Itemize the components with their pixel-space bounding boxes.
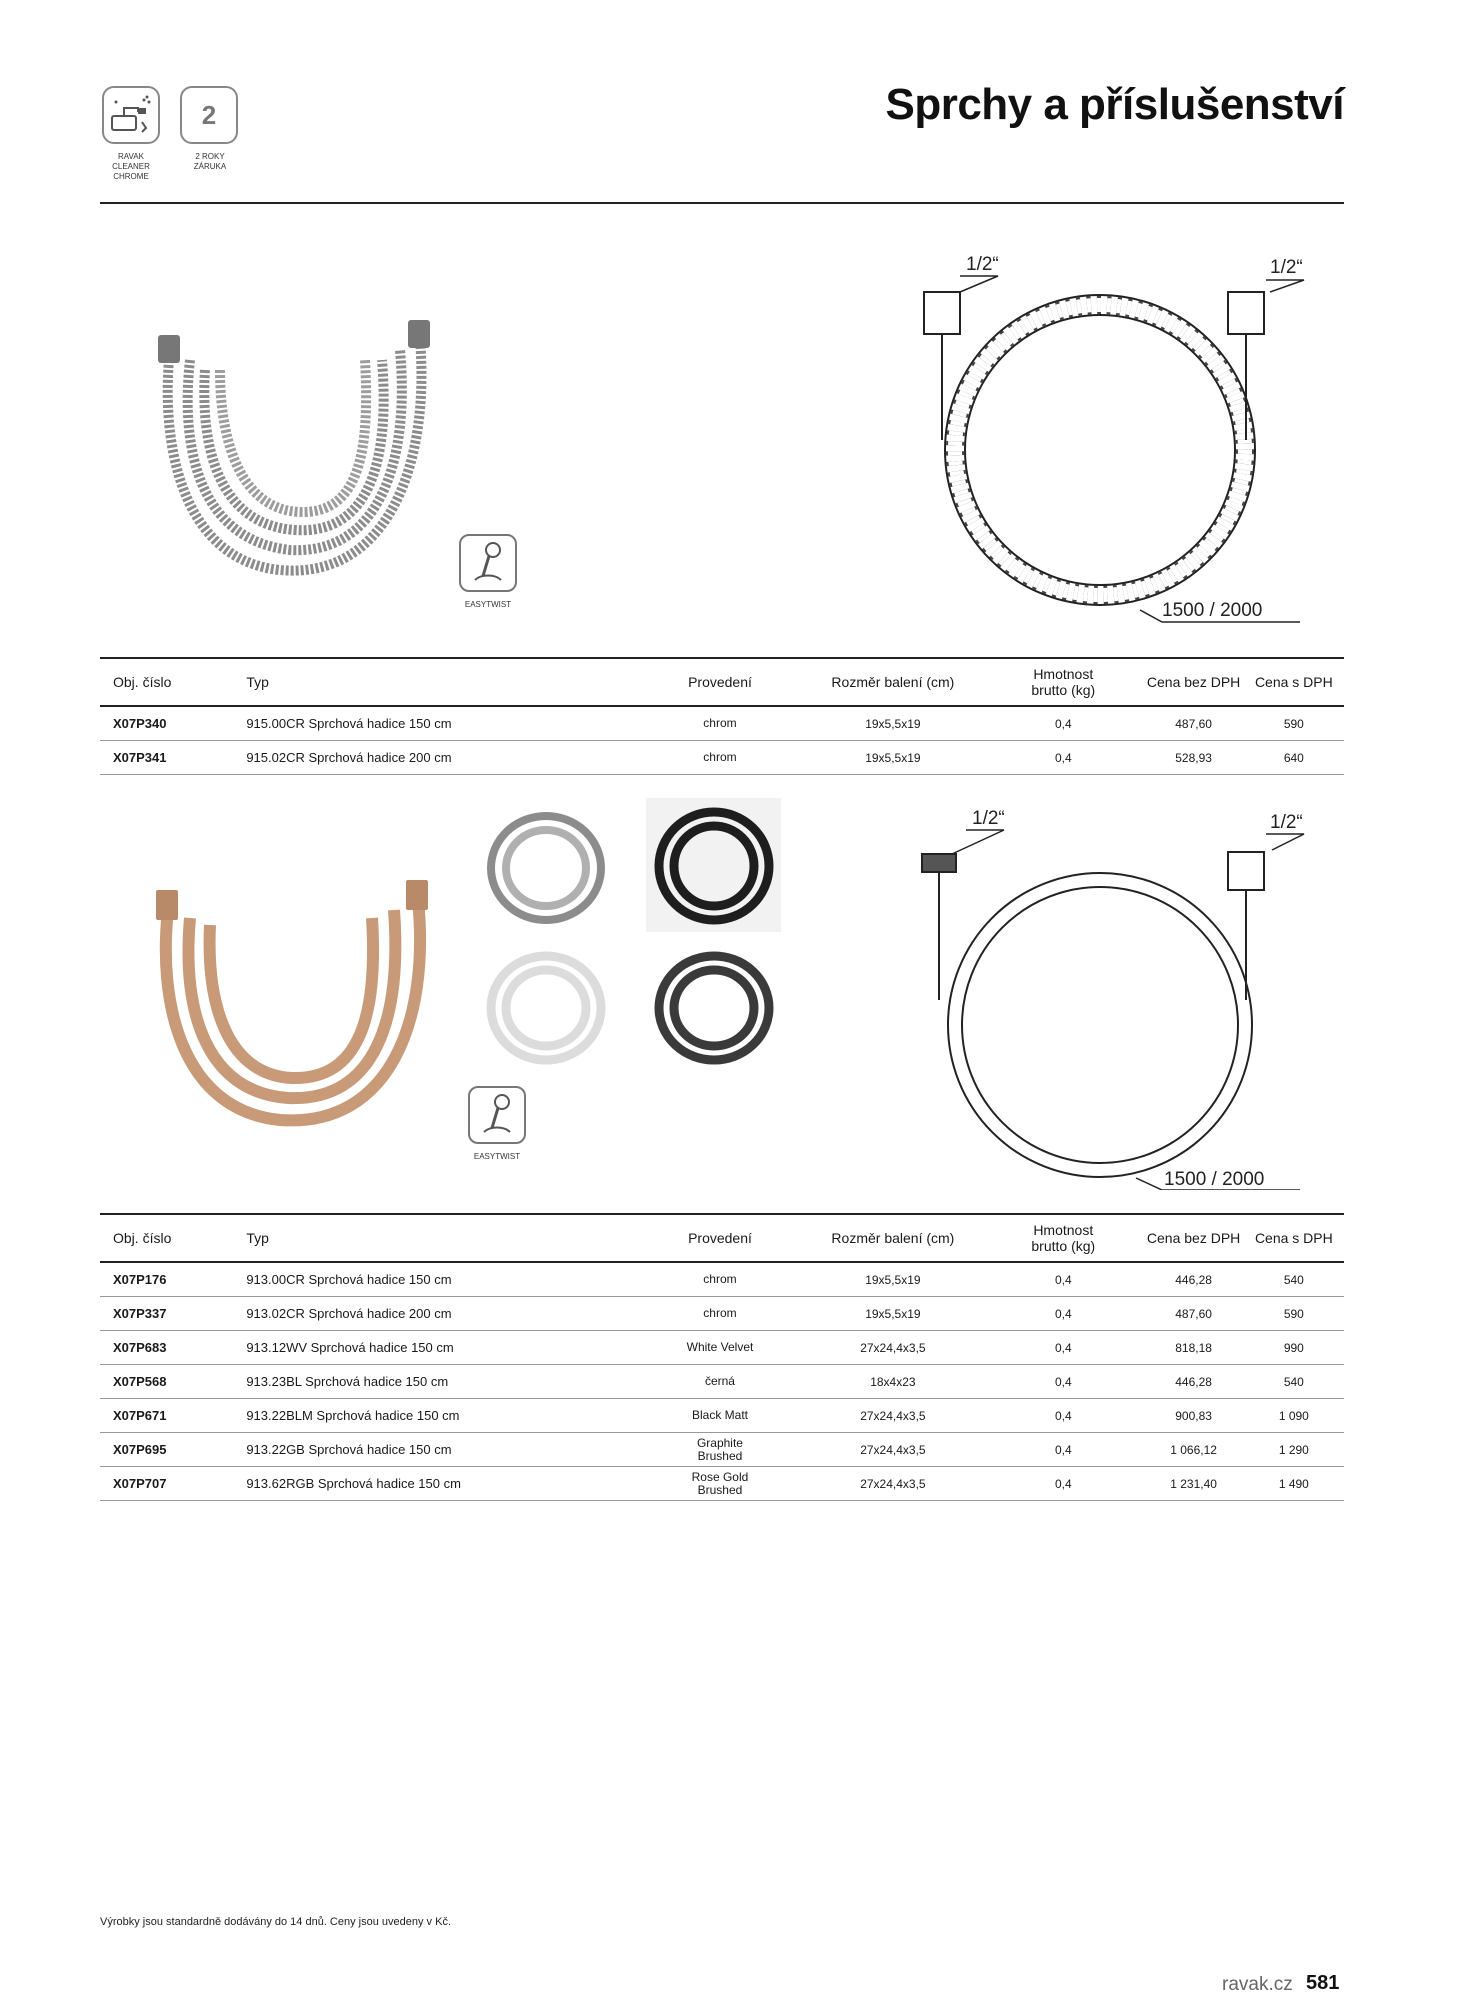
col-header-provedeni: Provedení	[637, 658, 802, 706]
col-header-hmotnost: Hmotnost brutto (kg)	[983, 1214, 1143, 1262]
col-header-hmotnost: Hmotnost brutto (kg)	[983, 658, 1143, 706]
cleaner-badge-caption: RAVAK CLEANER CHROME	[112, 152, 150, 181]
warranty-badge	[180, 86, 238, 144]
connector-right-label: 1/2“	[1270, 812, 1303, 833]
page-title: Sprchy a příslušenství	[885, 80, 1344, 129]
col-header-code: Obj. číslo	[100, 1214, 233, 1262]
col-header-rozmer: Rozměr balení (cm)	[803, 658, 983, 706]
ravak-cleaner-badge	[102, 86, 160, 144]
rose-gold-hose-photo	[150, 870, 440, 1140]
col-header-typ: Typ	[233, 1214, 637, 1262]
warranty-number: 2	[201, 100, 217, 130]
table-row: X07P671 913.22BLM Sprchová hadice 150 cm Black Matt 27x24,4x3,5 0,4 900,83 1 090	[100, 1399, 1344, 1433]
cleaner-spray-icon	[104, 88, 158, 142]
col-header-cena-s-dph: Cena s DPH	[1244, 1214, 1344, 1262]
footer-site-link[interactable]: ravak.cz	[1222, 1974, 1293, 1995]
col-header-cena-bez-dph: Cena bez DPH	[1143, 658, 1243, 706]
table-row: X07P568 913.23BL Sprchová hadice 150 cm černá 18x4x23 0,4 446,28 540	[100, 1365, 1344, 1399]
header-rule	[100, 202, 1344, 204]
table-header-row	[100, 1214, 1344, 1262]
chrome-hose-photo	[150, 300, 450, 590]
table-row: X07P337 913.02CR Sprchová hadice 200 cm chrom 19x5,5x19 0,4 487,60 590	[100, 1297, 1344, 1331]
graphite-hose-thumbnail	[646, 942, 781, 1072]
chrome-hose-thumbnail	[478, 802, 613, 932]
easytwist-caption: EASYTWIST	[473, 1152, 521, 1161]
footer-note: Výrobky jsou standardně dodávány do 14 dnů. Ceny jsou uvedeny v Kč.	[100, 1916, 452, 1928]
col-header-code: Obj. číslo	[100, 658, 233, 706]
length-label: 1500 / 2000	[1162, 600, 1263, 621]
table-row: X07P176 913.00CR Sprchová hadice 150 cm chrom 19x5,5x19 0,4 446,28 540	[100, 1262, 1344, 1297]
table-row: X07P683 913.12WV Sprchová hadice 150 cm White Velvet 27x24,4x3,5 0,4 818,18 990	[100, 1331, 1344, 1365]
page-number: 581	[1306, 1972, 1340, 1994]
col-header-typ: Typ	[233, 658, 637, 706]
white-velvet-hose-thumbnail	[478, 942, 613, 1072]
table-header-row	[100, 658, 1344, 706]
table-row: X07P695 913.22GB Sprchová hadice 150 cm Graphite Brushed 27x24,4x3,5 0,4 1 066,12 1 290	[100, 1433, 1344, 1467]
hand-shower-icon	[461, 536, 515, 590]
hand-shower-icon	[470, 1088, 524, 1142]
col-header-rozmer: Rozměr balení (cm)	[803, 1214, 983, 1262]
connector-right-label: 1/2“	[1270, 257, 1303, 278]
smooth-hose-technical-drawing	[900, 800, 1340, 1190]
product-table-2	[100, 1213, 1344, 1501]
connector-left-label: 1/2“	[966, 254, 999, 275]
col-header-cena-bez-dph: Cena bez DPH	[1143, 1214, 1243, 1262]
table-row: X07P341 915.02CR Sprchová hadice 200 cm chrom 19x5,5x19 0,4 528,93 640	[100, 741, 1344, 775]
length-label: 1500 / 2000	[1164, 1169, 1265, 1190]
product-table-1	[100, 657, 1344, 775]
col-header-provedeni: Provedení	[637, 1214, 802, 1262]
easytwist-icon	[468, 1086, 526, 1144]
easytwist-icon	[459, 534, 517, 592]
table-row: X07P340 915.00CR Sprchová hadice 150 cm chrom 19x5,5x19 0,4 487,60 590	[100, 706, 1344, 741]
black-matt-hose-thumbnail	[646, 798, 781, 932]
hose-technical-drawing	[900, 240, 1340, 630]
col-header-cena-s-dph: Cena s DPH	[1244, 658, 1344, 706]
connector-left-label: 1/2“	[972, 808, 1005, 829]
table-row: X07P707 913.62RGB Sprchová hadice 150 cm Rose Gold Brushed 27x24,4x3,5 0,4 1 231,40 1 490	[100, 1467, 1344, 1501]
easytwist-caption: EASYTWIST	[464, 600, 512, 609]
warranty-badge-caption: 2 ROKY ZÁRUKA	[193, 152, 227, 171]
